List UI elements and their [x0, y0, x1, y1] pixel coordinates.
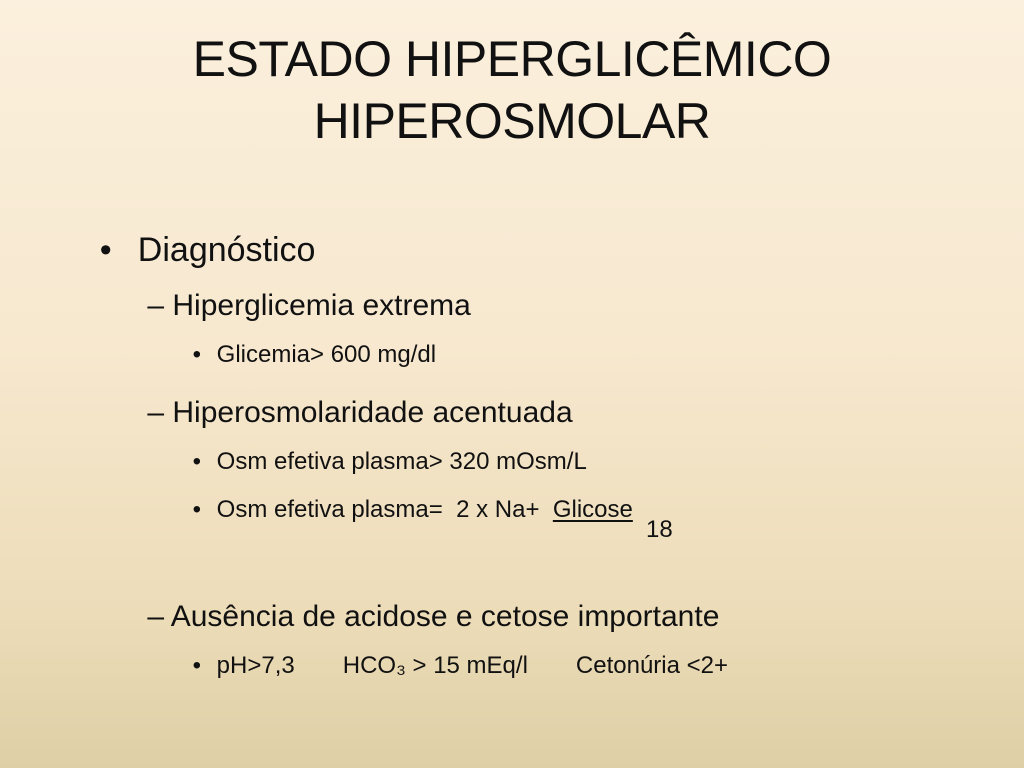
item-text: Glicemia> 600 mg/dl — [216, 341, 437, 368]
hco3-criterion: HCO₃ > 15 mEq/l — [342, 652, 528, 679]
bullet-marker: • — [99, 231, 112, 269]
item-text: Osm efetiva plasma> 320 mOsm/L — [216, 448, 587, 475]
item-lab-criteria — [166, 624, 728, 708]
sub-bullet-text: Hiperglicemia extrema — [172, 289, 471, 322]
bullet-text: Diagnóstico — [137, 231, 316, 269]
item-text: Osm efetiva plasma= 2 x Na+ — [216, 496, 553, 523]
bullet-marker: • — [192, 341, 202, 368]
bullet-marker: • — [192, 448, 202, 475]
bullet-marker: • — [192, 652, 202, 679]
slide-title — [0, 28, 1024, 152]
formula-denominator: 18 — [646, 516, 673, 543]
dash-marker: – — [147, 600, 165, 633]
sub-bullet-text: Hiperosmolaridade acentuada — [172, 396, 573, 429]
ketonuria-criterion: Cetonúria <2+ — [575, 652, 729, 679]
item-osm-efetiva-formula — [166, 468, 633, 552]
sub-bullet-text: Ausência de acidose e cetose importante — [170, 600, 720, 633]
dash-marker: – — [147, 289, 165, 322]
title-line-2: HIPEROSMOLAR — [313, 93, 711, 149]
dash-marker: – — [147, 396, 165, 429]
title-line-1: ESTADO HIPERGLICÊMICO — [192, 31, 832, 87]
bullet-marker: • — [192, 496, 202, 523]
formula-numerator: Glicose — [552, 496, 633, 523]
ph-criterion: pH>7,3 — [216, 652, 295, 679]
